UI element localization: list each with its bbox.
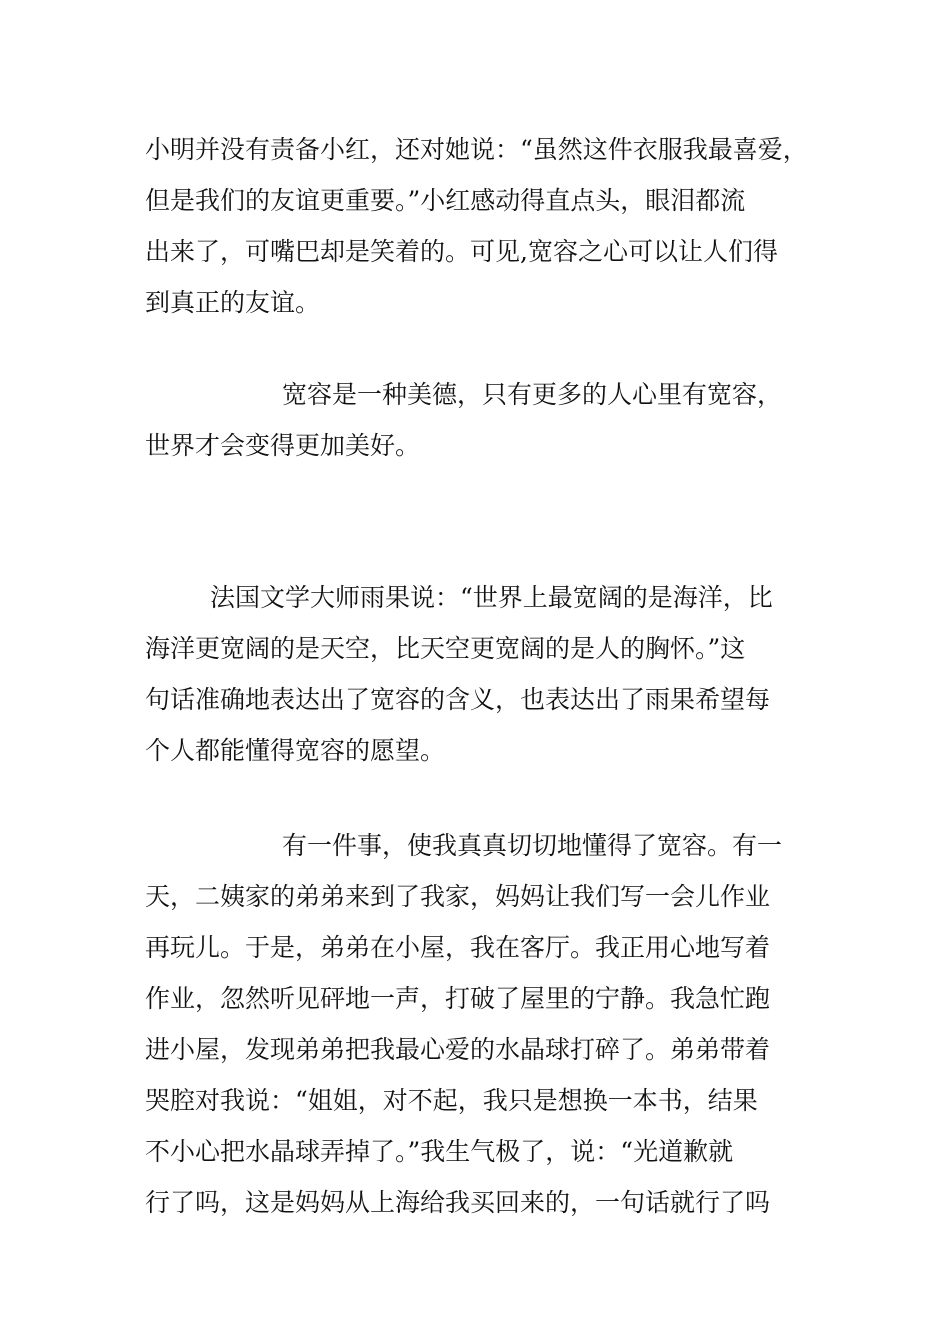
paragraph-forgiveness-example bbox=[145, 124, 825, 328]
text-line: 出来了，可嘴巴却是笑着的。可见,宽容之心可以让人们得 bbox=[145, 237, 778, 266]
paragraph-hugo-quote bbox=[145, 572, 825, 776]
text-line: 哭腔对我说：“姐姐，对不起，我只是想换一本书，结果 bbox=[145, 1086, 758, 1115]
text-line: 宽容是一种美德，只有更多的人心里有宽容， bbox=[282, 380, 783, 409]
text-line: 再玩儿。于是，弟弟在小屋，我在客厅。我正用心地写着 bbox=[145, 933, 771, 962]
paragraph-crystal-ball-story bbox=[145, 820, 825, 1228]
text-line: 世界才会变得更加美好。 bbox=[145, 431, 421, 460]
text-line: 小明并没有责备小红，还对她说：“虽然这件衣服我最喜爱， bbox=[145, 135, 808, 164]
paragraph-virtue bbox=[145, 369, 825, 471]
text-line: 天，二姨家的弟弟来到了我家，妈妈让我们写一会儿作业 bbox=[145, 882, 771, 911]
text-line: 但是我们的友谊更重要。”小红感动得直点头，眼泪都流 bbox=[145, 186, 746, 215]
text-line: 海洋更宽阔的是天空，比天空更宽阔的是人的胸怀。”这 bbox=[145, 634, 746, 663]
text-line: 句话准确地表达出了宽容的含义，也表达出了雨果希望每 bbox=[145, 685, 771, 714]
text-line: 法国文学大师雨果说：“世界上最宽阔的是海洋，比 bbox=[210, 583, 773, 612]
text-line: 到真正的友谊。 bbox=[145, 288, 321, 317]
text-line: 作业，忽然听见砰地一声，打破了屋里的宁静。我急忙跑 bbox=[145, 984, 771, 1013]
text-line: 个人都能懂得宽容的愿望。 bbox=[145, 736, 446, 765]
text-line: 行了吗，这是妈妈从上海给我买回来的，一句话就行了吗 bbox=[145, 1188, 771, 1217]
text-line: 有一件事，使我真真切切地懂得了宽容。有一 bbox=[282, 831, 783, 860]
text-line: 进小屋，发现弟弟把我最心爱的水晶球打碎了。弟弟带着 bbox=[145, 1035, 771, 1064]
text-line: 不小心把水晶球弄掉了。”我生气极了，说：“光道歉就 bbox=[145, 1137, 734, 1166]
